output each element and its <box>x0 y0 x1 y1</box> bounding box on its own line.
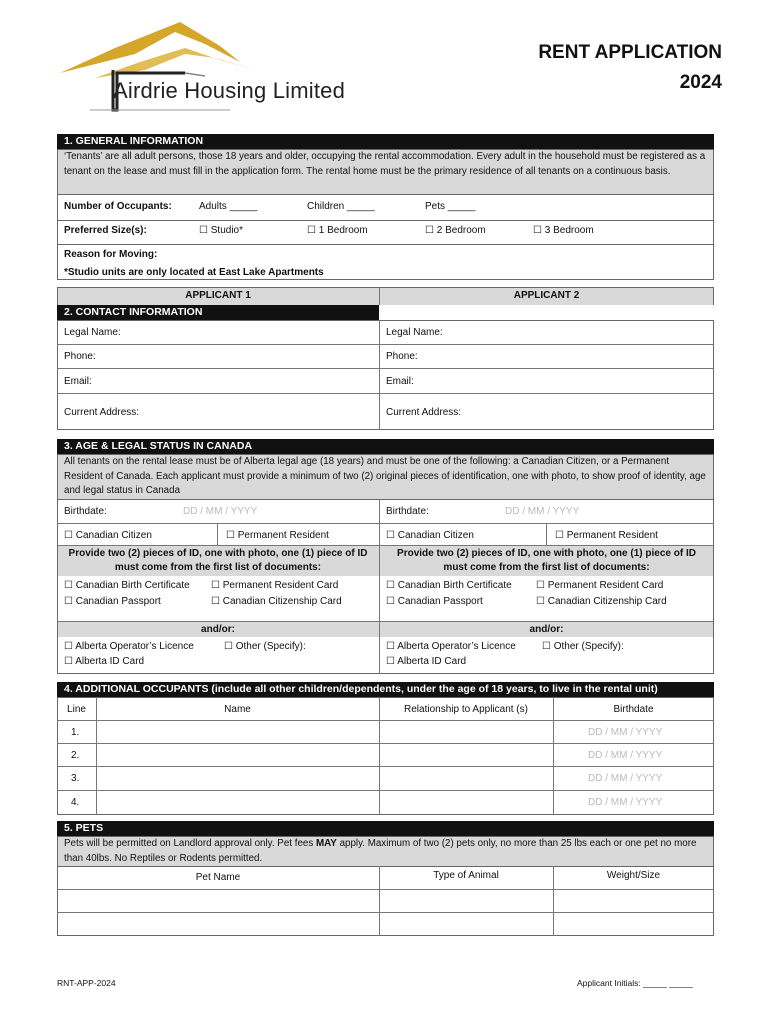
a2-andor-label: and/or: <box>529 624 564 635</box>
occupant-birthdate-input[interactable]: DD / MM / YYYY <box>588 773 663 784</box>
children-field[interactable]: Children _____ <box>307 201 375 212</box>
a1-birthdate-input[interactable]: DD / MM / YYYY <box>183 506 258 517</box>
a1-email-field[interactable]: Email: <box>64 376 92 387</box>
adults-field[interactable]: Adults _____ <box>199 201 258 212</box>
a2-alberta-id-checkbox[interactable]: ☐ Alberta ID Card <box>386 656 467 667</box>
a2-birthdate-label: Birthdate: <box>386 506 429 517</box>
a1-address-field[interactable]: Current Address: <box>64 407 140 418</box>
applicant-1-header: APPLICANT 1 <box>185 290 251 301</box>
occupants-label: Number of Occupants: <box>64 201 172 212</box>
a2-phone-field[interactable]: Phone: <box>386 351 418 362</box>
size-studio-checkbox[interactable]: ☐ Studio* <box>199 225 243 236</box>
a2-pr-card-checkbox[interactable]: ☐ Permanent Resident Card <box>536 580 664 591</box>
studio-note: *Studio units are only located at East Lake Apartments <box>64 267 324 278</box>
a2-id-instructions-line2: must come from the first list of documents: <box>443 562 650 573</box>
a1-passport-checkbox[interactable]: ☐ Canadian Passport <box>64 596 161 607</box>
legal-status-intro: All tenants on the rental lease must be of Alberta legal age (18 years) and must be one of the following: a Canadian Citizen, or a Permanent Resident of Canada. Each applicant must provide a minimum of two (2) original pieces of identification, one with photo, to show proof of identity, age and legal status in Canada <box>64 456 706 496</box>
form-title: RENT APPLICATION <box>538 42 722 63</box>
a1-phone-field[interactable]: Phone: <box>64 351 96 362</box>
occupants-col-relationship: Relationship to Applicant (s) <box>404 704 528 715</box>
a1-alberta-id-checkbox[interactable]: ☐ Alberta ID Card <box>64 656 145 667</box>
applicant-2-header: APPLICANT 2 <box>513 290 580 301</box>
reason-label: Reason for Moving: <box>64 249 158 260</box>
occupant-birthdate-input[interactable]: DD / MM / YYYY <box>588 727 663 738</box>
a1-legal-name-field[interactable]: Legal Name: <box>64 327 121 338</box>
section-legal-status-header: 3. AGE & LEGAL STATUS IN CANADA <box>57 439 714 454</box>
section-general-information-header: 1. GENERAL INFORMATION <box>57 134 714 149</box>
a2-birthdate-input[interactable]: DD / MM / YYYY <box>505 506 580 517</box>
a2-email-field[interactable]: Email: <box>386 376 414 387</box>
a1-other-id-checkbox[interactable]: ☐ Other (Specify): <box>224 641 306 652</box>
a1-birthdate-label: Birthdate: <box>64 506 107 517</box>
occupant-birthdate-input[interactable]: DD / MM / YYYY <box>588 797 663 808</box>
occupants-col-birthdate: Birthdate <box>613 704 654 715</box>
a1-id-instructions-line2: must come from the first list of documents: <box>114 562 322 573</box>
pets-col-weight: Weight/Size <box>606 870 661 881</box>
a1-drivers-licence-checkbox[interactable]: ☐ Alberta Operator’s Licence <box>64 641 194 652</box>
occupant-row-number: 4. <box>71 797 80 808</box>
a2-drivers-licence-checkbox[interactable]: ☐ Alberta Operator’s Licence <box>386 641 516 652</box>
a1-birth-cert-checkbox[interactable]: ☐ Canadian Birth Certificate <box>64 580 190 591</box>
size-1-bedroom-checkbox[interactable]: ☐ 1 Bedroom <box>307 225 368 236</box>
preferred-size-label: Preferred Size(s): <box>64 225 147 236</box>
size-3-bedroom-checkbox[interactable]: ☐ 3 Bedroom <box>533 225 594 236</box>
a1-id-instructions-line1: Provide two (2) pieces of ID, one with photo, one (1) piece of ID <box>68 548 368 559</box>
pets-col-name: Pet Name <box>195 872 241 883</box>
pets-intro: Pets will be permitted on Landlord approval only. Pet fees MAY apply. Maximum of two (2) pets only, no more than 25 lbs each or one pet no more than 40lbs. No Reptiles or Rodents permitted. <box>64 838 697 864</box>
form-code: RNT-APP-2024 <box>57 978 116 988</box>
section-contact-information-header: 2. CONTACT INFORMATION <box>57 305 379 320</box>
a2-citizen-checkbox[interactable]: ☐ Canadian Citizen <box>386 530 474 541</box>
a2-birth-cert-checkbox[interactable]: ☐ Canadian Birth Certificate <box>386 580 512 591</box>
a2-citizenship-card-checkbox[interactable]: ☐ Canadian Citizenship Card <box>536 596 667 607</box>
occupant-row-number: 1. <box>71 727 80 738</box>
occupant-row-number: 3. <box>71 773 80 784</box>
a2-address-field[interactable]: Current Address: <box>386 407 462 418</box>
a1-pr-card-checkbox[interactable]: ☐ Permanent Resident Card <box>211 580 339 591</box>
form-year: 2024 <box>679 72 722 93</box>
a2-resident-checkbox[interactable]: ☐ Permanent Resident <box>555 530 658 541</box>
applicant-initials-field[interactable]: Applicant Initials: _____ _____ <box>577 978 693 988</box>
occupants-col-name: Name <box>224 704 251 715</box>
a1-andor-label: and/or: <box>201 624 235 635</box>
a2-id-instructions-line1: Provide two (2) pieces of ID, one with photo, one (1) piece of ID <box>397 548 696 559</box>
a2-legal-name-field[interactable]: Legal Name: <box>386 327 443 338</box>
a2-passport-checkbox[interactable]: ☐ Canadian Passport <box>386 596 483 607</box>
a1-resident-checkbox[interactable]: ☐ Permanent Resident <box>226 530 329 541</box>
company-name: Airdrie Housing Limited <box>113 78 346 103</box>
a1-citizen-checkbox[interactable]: ☐ Canadian Citizen <box>64 530 152 541</box>
a2-other-id-checkbox[interactable]: ☐ Other (Specify): <box>542 641 624 652</box>
pets-field[interactable]: Pets _____ <box>425 201 476 212</box>
size-2-bedroom-checkbox[interactable]: ☐ 2 Bedroom <box>425 225 486 236</box>
section-pets-header: 5. PETS <box>57 821 714 836</box>
occupants-col-line: Line <box>67 704 86 715</box>
section-additional-occupants-header: 4. ADDITIONAL OCCUPANTS (include all other children/dependents, under the age of 18 years, to live in the rental unit) <box>57 682 714 697</box>
general-info-intro: ‘Tenants’ are all adult persons, those 18 years and older, occupying the rental accommodation. Every adult in the household must be registered as a tenant on the lease and must fill in the application form. The rental home must be the primary residence of all tenants on a continuous basis. <box>64 151 706 177</box>
occupant-row-number: 2. <box>71 750 80 761</box>
occupant-birthdate-input[interactable]: DD / MM / YYYY <box>588 750 663 761</box>
a1-citizenship-card-checkbox[interactable]: ☐ Canadian Citizenship Card <box>211 596 342 607</box>
pets-col-type: Type of Animal <box>433 870 499 881</box>
preferred-size-row <box>57 220 714 244</box>
